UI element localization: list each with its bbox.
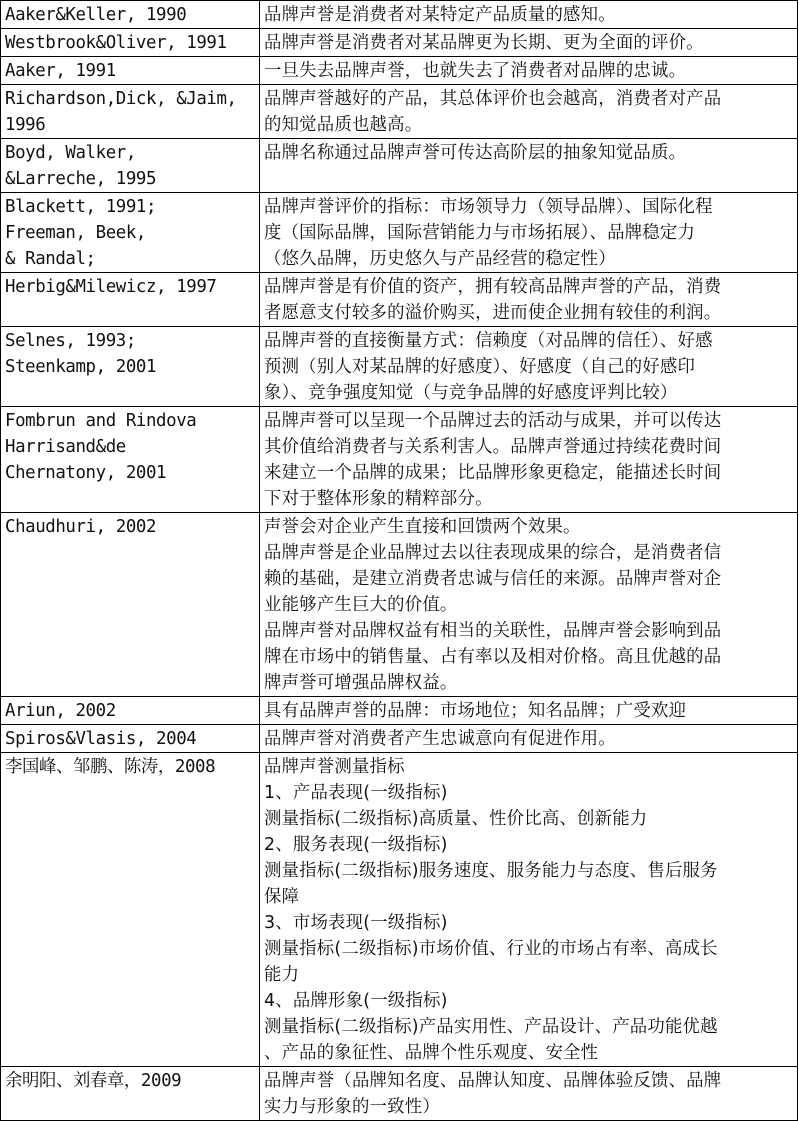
- table-row: [1, 513, 798, 697]
- author-cell: Fombrun and Rindova Harrisand&de Chernatony, 2001: [1, 407, 260, 513]
- description-cell: 一旦失去品牌声誉，也就失去了消费者对品牌的忠诚。: [260, 57, 798, 85]
- author-cell: 李国峰、邹鹏、陈涛，2008: [1, 753, 260, 1067]
- description-cell: 品牌声誉是消费者对某品牌更为长期、更为全面的评价。: [260, 29, 798, 57]
- table-row: [1, 1067, 798, 1121]
- description-cell: 品牌声誉越好的产品，其总体评价也会越高，消费者对产品 的知觉品质也越高。: [260, 85, 798, 139]
- table-row: [1, 273, 798, 327]
- description-cell: 品牌声誉对消费者产生忠诚意向有促进作用。: [260, 725, 798, 753]
- description-cell: 品牌声誉（品牌知名度、品牌认知度、品牌体验反馈、品牌 实力与形象的一致性）: [260, 1067, 798, 1121]
- description-cell: 具有品牌声誉的品牌：市场地位；知名品牌；广受欢迎: [260, 697, 798, 725]
- author-cell: Westbrook&Oliver, 1991: [1, 29, 260, 57]
- description-cell: 品牌声誉的直接衡量方式：信赖度（对品牌的信任）、好感 预测（别人对某品牌的好感度）、好感度（自己的好感印 象）、竞争强度知觉（与竞争品牌的好感度评判比较）: [260, 327, 798, 407]
- description-cell: 品牌声誉可以呈现一个品牌过去的活动与成果，并可以传达 其价值给消费者与关系利害人。品牌声誉通过持续花费时间 来建立一个品牌的成果；比品牌形象更稳定，能描述长时间 下对于整体形象的精粹部分。: [260, 407, 798, 513]
- table-row: [1, 725, 798, 753]
- description-cell: 品牌名称通过品牌声誉可传达高阶层的抽象知觉品质。: [260, 139, 798, 193]
- author-cell: Blackett, 1991; Freeman, Beek, & Randal;: [1, 193, 260, 273]
- author-cell: Ariun, 2002: [1, 697, 260, 725]
- table-row: [1, 193, 798, 273]
- description-cell: 声誉会对企业产生直接和回馈两个效果。 品牌声誉是企业品牌过去以往表现成果的综合，是消费者信 赖的基础，是建立消费者忠诚与信任的来源。品牌声誉对企 业能够产生巨大的价值。 品牌声誉对品牌权益有相当的关联性，品牌声誉会影响到品 牌在市场中的销售量、占有率以及相对价格。高且优越的品 牌声誉可增强品牌权益。: [260, 513, 798, 697]
- author-cell: Richardson,Dick, &Jaim, 1996: [1, 85, 260, 139]
- table-row: [1, 327, 798, 407]
- author-cell: Spiros&Vlasis, 2004: [1, 725, 260, 753]
- author-cell: Aaker&Keller, 1990: [1, 1, 260, 29]
- table-row: [1, 85, 798, 139]
- table-row: [1, 697, 798, 725]
- table-row: [1, 29, 798, 57]
- description-cell: 品牌声誉是有价值的资产，拥有较高品牌声誉的产品，消费 者愿意支付较多的溢价购买，进而使企业拥有较佳的利润。: [260, 273, 798, 327]
- author-cell: Aaker, 1991: [1, 57, 260, 85]
- author-cell: Herbig&Milewicz, 1997: [1, 273, 260, 327]
- table-row: [1, 139, 798, 193]
- description-cell: 品牌声誉测量指标 1、产品表现(一级指标) 测量指标(二级指标)高质量、性价比高、创新能力 2、服务表现(一级指标) 测量指标(二级指标)服务速度、服务能力与态度、售后服务 保障 3、市场表现(一级指标) 测量指标(二级指标)市场价值、行业的市场占有率、高成长 能力 4、品牌形象(一级指标) 测量指标(二级指标)产品实用性、产品设计、产品功能优越 、产品的象征性、品牌个性乐观度、安全性: [260, 753, 798, 1067]
- author-cell: 余明阳、刘春章，2009: [1, 1067, 260, 1121]
- description-cell: 品牌声誉评价的指标：市场领导力（领导品牌）、国际化程 度（国际品牌，国际营销能力与市场拓展）、品牌稳定力 （悠久品牌，历史悠久与产品经营的稳定性）: [260, 193, 798, 273]
- author-cell: Chaudhuri, 2002: [1, 513, 260, 697]
- table-row: [1, 57, 798, 85]
- table-row: [1, 753, 798, 1067]
- description-cell: 品牌声誉是消费者对某特定产品质量的感知。: [260, 1, 798, 29]
- table-row: [1, 1, 798, 29]
- author-cell: Selnes, 1993; Steenkamp, 2001: [1, 327, 260, 407]
- table-row: [1, 407, 798, 513]
- author-cell: Boyd, Walker, &Larreche, 1995: [1, 139, 260, 193]
